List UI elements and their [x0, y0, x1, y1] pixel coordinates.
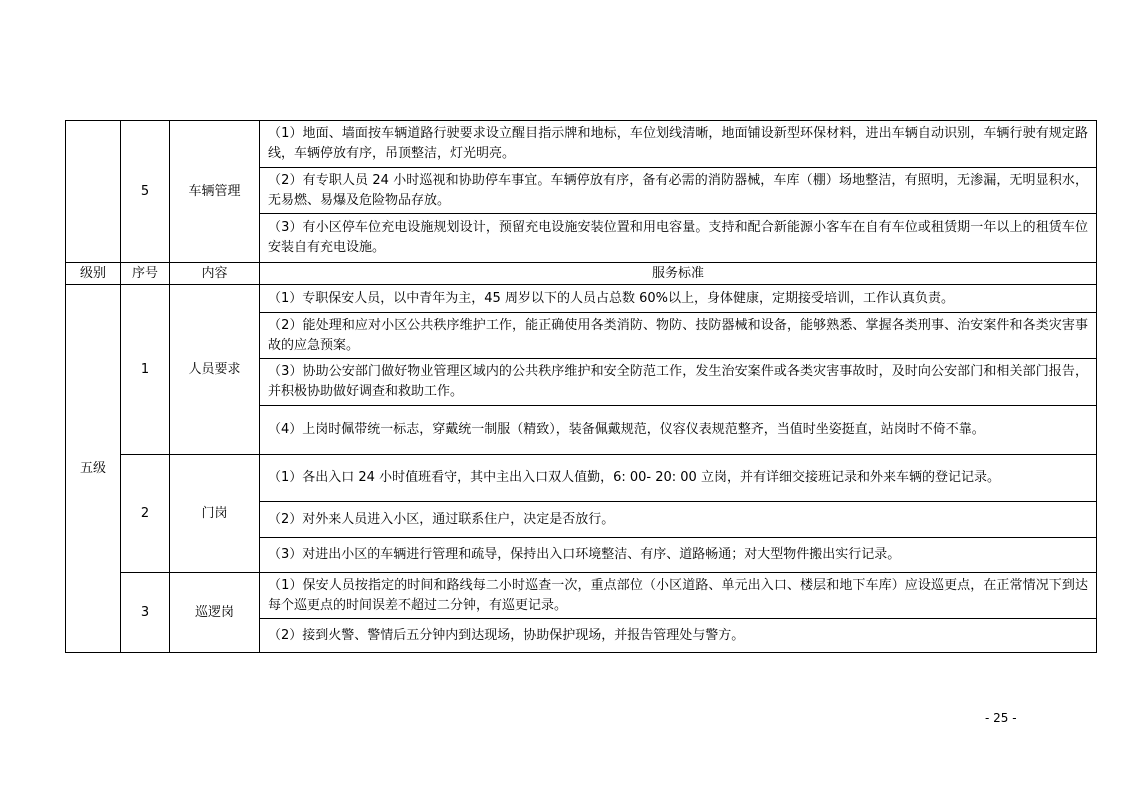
standard-cell: （3）有小区停车位充电设施规划设计，预留充电设施安装位置和用电容量。支持和配合新能源小客车在自有车位或租赁期一年以上的租赁车位安装自有充电设施。	[260, 214, 1097, 263]
seq-cell: 1	[121, 285, 170, 455]
standard-cell: （3）对进出小区的车辆进行管理和疏导，保持出入口环境整洁、有序、道路畅通；对大型物件搬出实行记录。	[260, 538, 1097, 573]
standard-cell: （1）保安人员按指定的时间和路线每二小时巡查一次，重点部位（小区道路、单元出入口、楼层和地下车库）应设巡更点，在正常情况下到达每个巡更点的时间误差不超过二分钟，有巡更记录。	[260, 573, 1097, 619]
table-row	[66, 121, 1097, 168]
seq-cell: 5	[121, 121, 170, 263]
content-cell: 门岗	[170, 455, 260, 573]
table-row	[66, 573, 1097, 619]
standard-cell: （2）对外来人员进入小区，通过联系住户，决定是否放行。	[260, 502, 1097, 538]
service-standard-table	[65, 120, 1097, 653]
content-cell: 人员要求	[170, 285, 260, 455]
page-number: - 25 -	[985, 711, 1017, 725]
header-level: 级别	[66, 263, 121, 285]
standard-cell: （1）地面、墙面按车辆道路行驶要求设立醒目指示牌和地标，车位划线清晰，地面铺设新型环保材料，进出车辆自动识别，车辆行驶有规定路线，车辆停放有序，吊顶整洁，灯光明亮。	[260, 121, 1097, 168]
content-cell: 车辆管理	[170, 121, 260, 263]
seq-cell: 3	[121, 573, 170, 653]
table-header-row	[66, 263, 1097, 285]
content-cell: 巡逻岗	[170, 573, 260, 653]
header-content: 内容	[170, 263, 260, 285]
level-cell-continued	[66, 121, 121, 263]
table-row	[66, 285, 1097, 313]
table-row	[66, 455, 1097, 502]
standard-cell: （2）有专职人员 24 小时巡视和协助停车事宜。车辆停放有序，备有必需的消防器械，车库（棚）场地整洁，有照明，无渗漏，无明显积水，无易燃、易爆及危险物品存放。	[260, 168, 1097, 214]
standard-cell: （1）各出入口 24 小时值班看守，其中主出入口双人值勤，6: 00- 20: 00 立岗，并有详细交接班记录和外来车辆的登记记录。	[260, 455, 1097, 502]
standard-cell: （4）上岗时佩带统一标志，穿戴统一制服（精致），装备佩戴规范，仪容仪表规范整齐，当值时坐姿挺直，站岗时不倚不靠。	[260, 406, 1097, 455]
level-cell: 五级	[66, 285, 121, 653]
standard-cell: （3）协助公安部门做好物业管理区域内的公共秩序维护和安全防范工作，发生治安案件或各类灾害事故时，及时向公安部门和相关部门报告，并积极协助做好调查和救助工作。	[260, 359, 1097, 406]
standard-cell: （2）接到火警、警情后五分钟内到达现场，协助保护现场，并报告管理处与警方。	[260, 619, 1097, 653]
standard-cell: （2）能处理和应对小区公共秩序维护工作，能正确使用各类消防、物防、技防器械和设备，能够熟悉、掌握各类刑事、治安案件和各类灾害事故的应急预案。	[260, 313, 1097, 359]
header-seq: 序号	[121, 263, 170, 285]
standard-cell: （1）专职保安人员，以中青年为主，45 周岁以下的人员占总数 60%以上，身体健康，定期接受培训，工作认真负责。	[260, 285, 1097, 313]
seq-cell: 2	[121, 455, 170, 573]
header-standard: 服务标准	[260, 263, 1097, 285]
